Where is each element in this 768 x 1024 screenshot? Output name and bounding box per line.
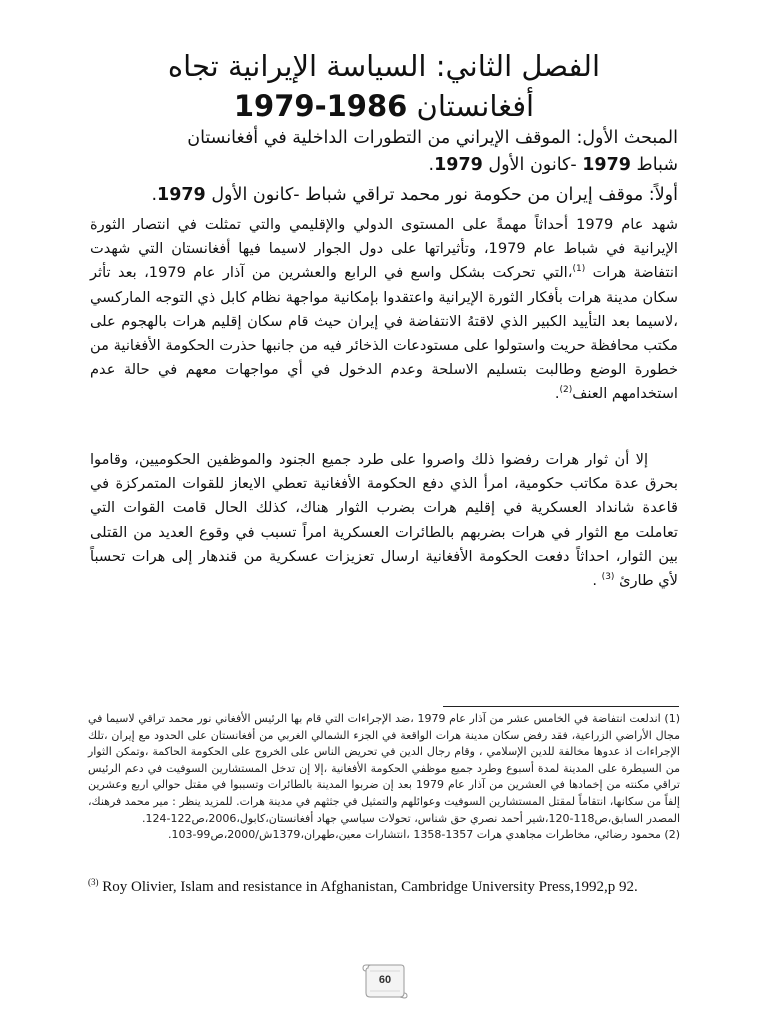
section-heading-year1: 1979: [582, 155, 631, 175]
footnote-ref-1[interactable]: (1): [572, 264, 586, 275]
paragraph-1-end: .: [554, 385, 560, 403]
footnote-3-text: Roy Olivier, Islam and resistance in Afghanistan, Cambridge University Press,1992,p 92.: [98, 879, 638, 895]
subsection-heading-text: أولاً: موقف إيران من حكومة نور محمد تراقي شباط -كانون الأول: [205, 185, 678, 205]
footnote-ref-2[interactable]: (2): [559, 385, 573, 396]
footnote-3: [88, 878, 680, 897]
footnote-ref-3[interactable]: (3): [601, 572, 615, 583]
footnote-2: (2) محمود رضائي، مخاطرات مجاهدي هرات 1357-1358 ،انتشارات معين،طهران،1379ش/2000،ص99-103.: [167, 828, 680, 842]
section-heading: [90, 125, 678, 179]
section-heading-line1: المبحث الأول: الموقف الإيراني من التطورات الداخلية في أفغانستان: [187, 128, 678, 148]
chapter-title-line2: [60, 86, 708, 126]
subsection-heading: [90, 182, 678, 208]
footnote-separator: [443, 706, 679, 707]
paragraph-1: [90, 213, 678, 407]
section-heading-year2: 1979: [434, 155, 483, 175]
section-heading-text-b: -كانون الأول: [482, 155, 583, 175]
paragraph-2-end: .: [592, 572, 602, 590]
subsection-heading-year: 1979: [157, 185, 206, 205]
subsection-heading-end: .: [151, 185, 158, 205]
paragraph-1-text-a: شهد عام 1979 أحداثاً مهمةً على المستوى الدولي والإقليمي والتي تمثلت في انتصار الثورة الإيرانية في شباط عام 1979، وتأثيراتها على دول الجوار لاسيما فيها أفغانستان التي شهدت انتفاضة هرات: [90, 216, 679, 282]
chapter-title: [60, 46, 708, 126]
paragraph-2: [90, 448, 678, 593]
page-number: 60: [378, 974, 392, 986]
footnotes: [88, 711, 680, 844]
section-heading-end: .: [428, 155, 435, 175]
paragraph-2-text-a: إلا أن ثوار هرات رفضوا ذلك واصروا على طرد جميع الجنود والموظفين الحكوميين، وقاموا بحرق عدة مكاتب حكومية، امرأ الذي دفع الحكومة الأفغانية تعطي الايعاز للقوات المتمركزة في قاعدة شانداد العسكرية في إقليم هرات بضرب الثوار هناك، كذلك الحال قامت القوات التي تعاملت مع الثوار في هرات بضربهم بالطائرات العسكرية امراً تسبب في وقوع العديد من القتلى بين الثوار، احداثاً دفعت الحكومة الأفغانية ارسال تعزيزات عسكرية من قندهار إلى هرات تحسباً لأي طارئ: [90, 451, 678, 590]
footnote-1: (1) اندلعت انتفاضة في الخامس عشر من آذار عام 1979 ،ضد الإجراءات التي قام بها الرئيس الأفغاني نور محمد تراقي لاسيما في مجال الأراضي الزراعية، فقد رفض سكان مدينة هرات الواقعة في الجزء الشمالي الغربي من أفغانستان على الحدود مع إيران ،تلك الإجراءات اذ عدوها مخالفة للدين الإسلامي ، وقام رجال الدين في تحريض الناس على الخروج على الحكومة الحاكمة ،وتمكن الثوار من السيطرة على المدينة لمدة أسبوع وطرد جميع موظفي الحكومة الأفغانية ،إلا إن تدخل المستشارين السوفيت في دعم الرئيس تراقي مكنته من إخمادها في العشرين من آذار عام 1979 بعد إن ضربوا المدينة بالطائرات وتسببوا في مقتل حوالي اربع وعشرين إلفاً من سكانها، انتقاماً لمقتل المستشارين السوفيت وعوائلهم والتمثيل في جثثهم في مدينة هرات. للمزيد ينظر : مير محمد فرهنك، المصدر السابق،ص118-120،شير أحمد نصري حق شناس، تحولات سياسي جهاد أفغانستان،كابول،2006،ص122-124.: [88, 712, 680, 825]
section-heading-line2: [90, 152, 678, 179]
page-number-badge: [360, 962, 410, 1000]
chapter-title-country: أفغانستان: [407, 89, 535, 123]
paragraph-1-text-b: ،التي تحركت بشكل واسع في الرابع والعشرين من آذار عام 1979، بعد تأثر سكان مدينة هرات بأفكار الثورة الإيرانية واعتقدوا بإمكانية مواجهة نظام كابل ذي التوجه الماركسي ،لاسيما بعد التأييد الكبير الذي لاقتهُ الانتفاضة في إيران حيث قام سكان إقليم هرات بالهجوم على مكتب محافظة حريت واستولوا على مستودعات الذخائر فيه من جانبها حذرت الحكومة الأفغانية من خطورة الوضع وطالبت بتسليم الاسلحة وعدم الدخول في أي مواجهات معهم في حالة عدم استخدامهم العنف: [90, 264, 678, 403]
footnote-3-mark: (3): [88, 877, 99, 887]
section-heading-text-a: شباط: [630, 155, 678, 175]
chapter-title-line1: الفصل الثاني: السياسة الإيرانية تجاه: [167, 49, 601, 83]
chapter-title-years: 1979-1986: [233, 89, 408, 123]
